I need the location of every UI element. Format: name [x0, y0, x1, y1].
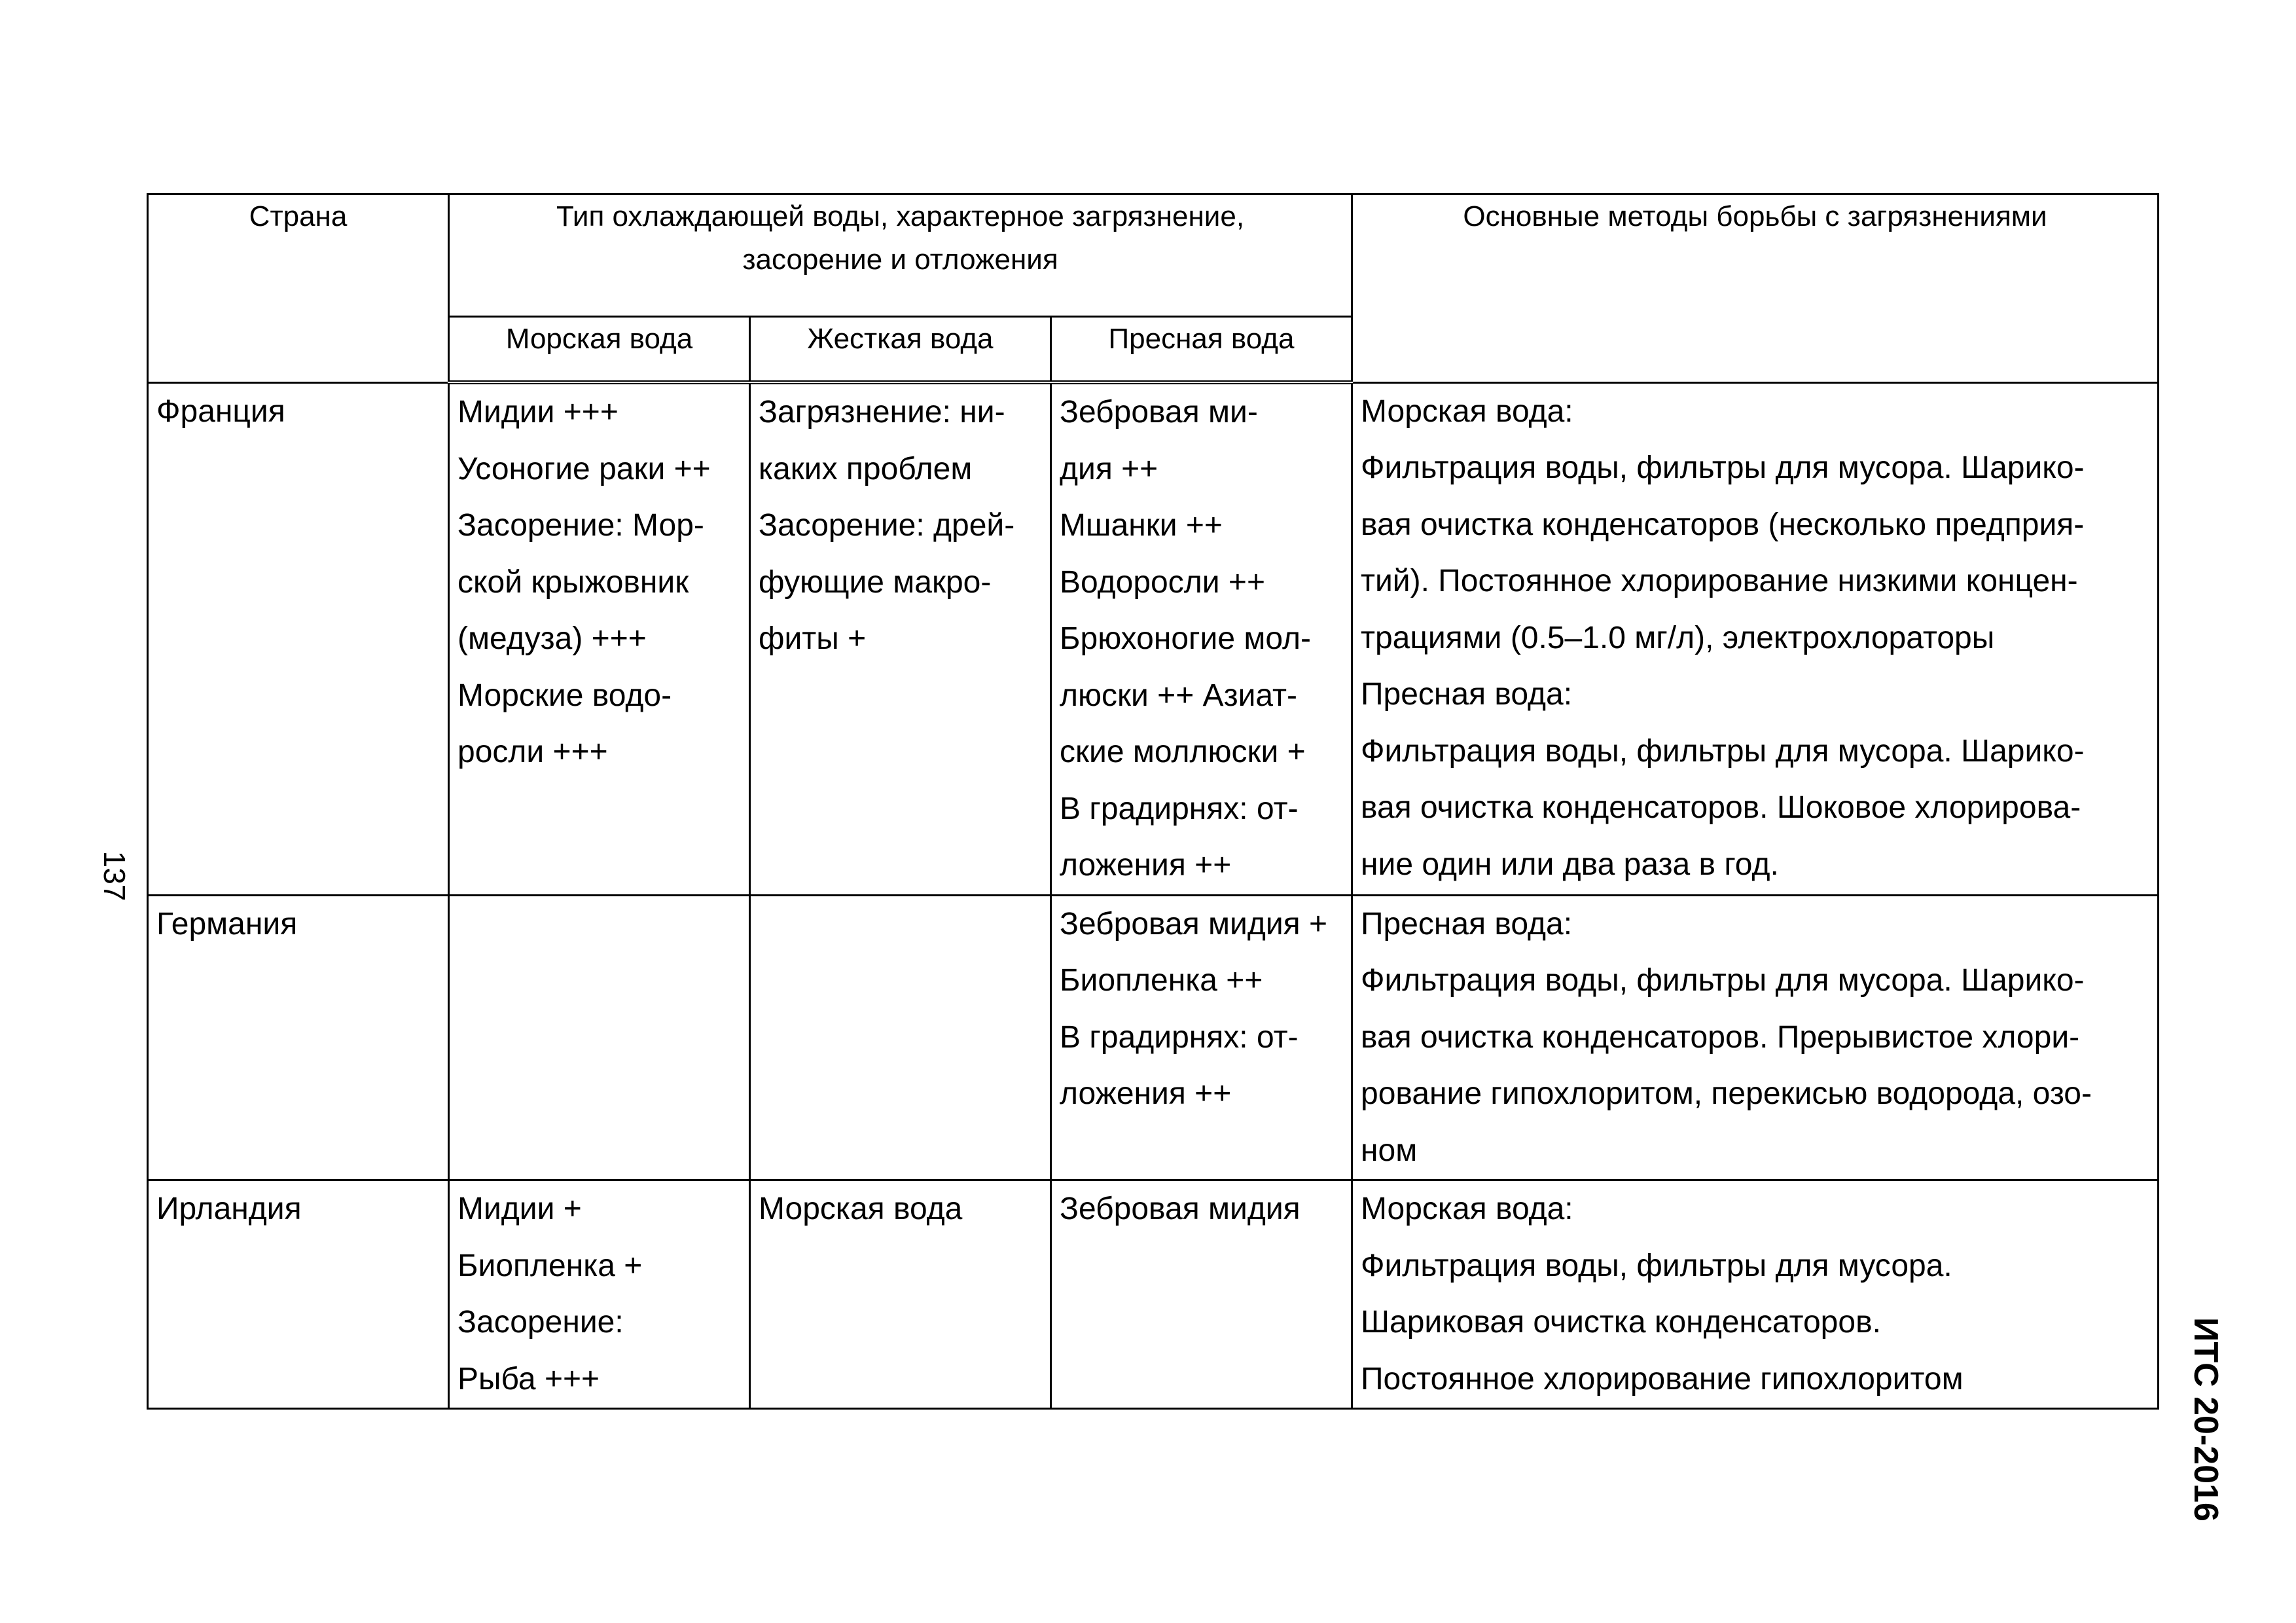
table-row-france: [148, 382, 2159, 895]
header-hard-water: Жесткая вода: [750, 317, 1051, 383]
cell-country: Германия: [148, 895, 449, 1180]
cell-line: Водоросли ++: [1060, 564, 1265, 600]
cell-line: Мидии +++: [457, 395, 619, 429]
cell-line: ложения ++: [1060, 848, 1232, 883]
cell-line: ложения ++: [1060, 1076, 1232, 1111]
table-row-ireland: [148, 1180, 2159, 1409]
header-water-type-group: [449, 194, 1352, 317]
cell-line: Пресная вода:: [1361, 906, 1573, 941]
cell-methods: [1352, 895, 2159, 1180]
cell-line: (медуза) +++: [457, 621, 647, 656]
cell-hard-water: [750, 1180, 1051, 1409]
cell-line: В градирнях: от-: [1060, 1019, 1299, 1055]
cell-line: Фильтрация воды, фильтры для мусора.: [1361, 1248, 1952, 1283]
document-code: ИТС 20-2016: [2187, 1317, 2225, 1522]
cell-line: дия ++: [1060, 451, 1158, 486]
cell-line: Фильтрация воды, фильтры для мусора. Шарико-: [1361, 733, 2085, 769]
cell-hard-water: [750, 382, 1051, 895]
cell-line: Мидии +: [457, 1192, 582, 1226]
cell-line: Морская вода: [759, 1192, 963, 1226]
header-sea-water: Морская вода: [449, 317, 750, 383]
header-water-type-line-1: Тип охлаждающей воды, характерное загрязнение,: [556, 200, 1245, 232]
cell-line: тий). Постоянное хлорирование низкими концен-: [1361, 564, 2078, 598]
cell-line: Постоянное хлорирование гипохлоритом: [1361, 1361, 1964, 1396]
cell-line: Зебровая мидия: [1060, 1192, 1300, 1226]
cell-line: Фильтрация воды, фильтры для мусора. Шарико-: [1361, 963, 2085, 998]
cell-sea-water: [449, 382, 750, 895]
cell-line: вая очистка конденсаторов. Прерывистое хлори-: [1361, 1019, 2080, 1055]
cell-hard-water: [750, 895, 1051, 1180]
cell-line: ской крыжовник: [457, 564, 689, 600]
cell-line: фующие макро-: [759, 564, 992, 600]
cell-line: Фильтрация воды, фильтры для мусора. Шарико-: [1361, 450, 2085, 485]
cell-line: Зебровая ми-: [1060, 395, 1258, 429]
cell-line: люски ++ Азиат-: [1060, 678, 1297, 713]
cell-line: ние один или два раза в год.: [1361, 847, 1779, 882]
cell-line: Засорение:: [457, 1305, 624, 1340]
cell-line: Шариковая очистка конденсаторов.: [1361, 1305, 1881, 1340]
cell-country: Франция: [148, 382, 449, 895]
cell-line: Мшанки ++: [1060, 508, 1223, 543]
cell-line: росли +++: [457, 735, 608, 769]
cell-line: Брюхоногие мол-: [1060, 621, 1311, 656]
cell-line: Засорение: дрей-: [759, 508, 1015, 543]
cell-sea-water: [449, 895, 750, 1180]
header-country: Страна: [148, 194, 449, 383]
page-number: 137: [98, 850, 132, 902]
cell-line: Рыба +++: [457, 1361, 600, 1396]
cell-line: вая очистка конденсаторов. Шоковое хлорирова-: [1361, 790, 2081, 825]
header-fresh-water: Пресная вода: [1051, 317, 1352, 383]
cell-line: каких проблем: [759, 451, 973, 486]
cell-line: фиты +: [759, 621, 867, 656]
cell-methods: [1352, 382, 2159, 895]
cell-line: Пресная вода:: [1361, 677, 1573, 712]
cell-line: Загрязнение: ни-: [759, 395, 1005, 429]
header-water-type-line-2: засорение и отложения: [742, 244, 1058, 276]
cell-line: Засорение: Мор-: [457, 508, 704, 543]
cell-fresh-water: [1051, 382, 1352, 895]
cell-sea-water: [449, 1180, 750, 1409]
cell-methods: [1352, 1180, 2159, 1409]
cell-line: вая очистка конденсаторов (несколько предприя-: [1361, 507, 2085, 542]
cell-line: рование гипохлоритом, перекисью водорода, озо-: [1361, 1076, 2092, 1111]
cell-line: Зебровая мидия +: [1060, 906, 1328, 941]
table-row-germany: [148, 895, 2159, 1180]
cell-line: Биопленка +: [457, 1248, 643, 1283]
cell-line: ном: [1361, 1133, 1418, 1168]
pollution-methods-table: [147, 193, 2159, 1410]
cell-country: Ирландия: [148, 1180, 449, 1409]
cell-line: трациями (0.5–1.0 мг/л), электрохлораторы: [1361, 620, 1995, 655]
cell-fresh-water: [1051, 1180, 1352, 1409]
cell-line: Усоногие раки ++: [457, 451, 711, 486]
cell-line: В градирнях: от-: [1060, 791, 1299, 826]
cell-fresh-water: [1051, 895, 1352, 1180]
cell-line: ские моллюски +: [1060, 735, 1306, 769]
cell-line: Морские водо-: [457, 678, 672, 713]
cell-line: Морская вода:: [1361, 1192, 1573, 1226]
header-methods: Основные методы борьбы с загрязнениями: [1352, 194, 2159, 383]
cell-line: Морская вода:: [1361, 393, 1573, 429]
cell-line: Биопленка ++: [1060, 963, 1263, 998]
